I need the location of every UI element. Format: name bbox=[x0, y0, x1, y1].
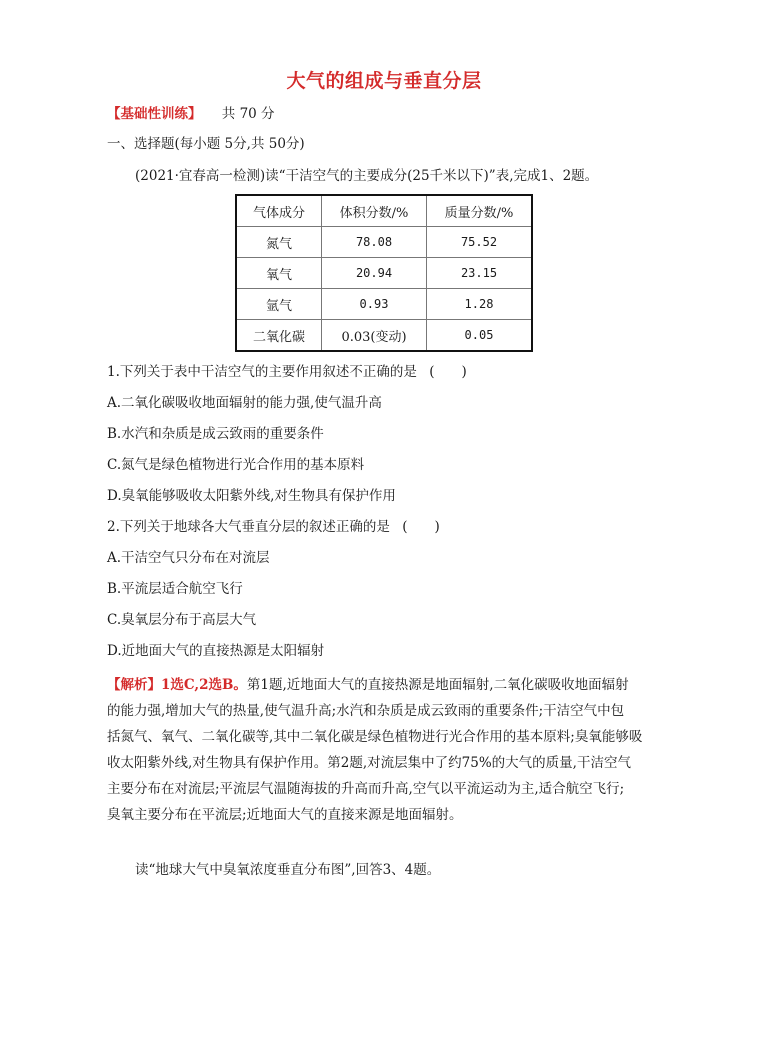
gas-composition-table bbox=[235, 194, 533, 352]
table-cell: 78.08 bbox=[322, 227, 427, 258]
question-stem-text: 1.下列关于表中干洁空气的主要作用叙述不正确的是 bbox=[107, 364, 417, 380]
option-d: D.近地面大气的直接热源是太阳辐射 bbox=[107, 643, 325, 659]
section-tag: 【基础性训练】 bbox=[107, 106, 202, 122]
table-cell: 0.93 bbox=[322, 289, 427, 320]
table-cell: 氮气 bbox=[236, 227, 322, 258]
table-row bbox=[236, 289, 532, 320]
table-header-cell: 体积分数/% bbox=[322, 195, 427, 227]
table-cell: 75.52 bbox=[427, 227, 533, 258]
question-stem-text: 2.下列关于地球各大气垂直分层的叙述正确的是 bbox=[107, 519, 390, 535]
table-cell: 0.05 bbox=[427, 320, 533, 352]
table-cell: 二氧化碳 bbox=[236, 320, 322, 352]
analysis-line: 收太阳紫外线,对生物具有保护作用。第2题,对流层集中了约75%的大气的质量,干洁空气 bbox=[107, 755, 631, 771]
option-b: B.平流层适合航空飞行 bbox=[107, 581, 243, 597]
table-cell: 氧气 bbox=[236, 258, 322, 289]
question-2-stem bbox=[107, 517, 440, 537]
analysis-tag: 【解析】 bbox=[107, 677, 161, 693]
option-c: C.氮气是绿色植物进行光合作用的基本原料 bbox=[107, 457, 365, 473]
table-cell: 23.15 bbox=[427, 258, 533, 289]
option-a: A.干洁空气只分布在对流层 bbox=[107, 550, 270, 566]
table-cell: 0.03(变动) bbox=[322, 320, 427, 352]
part-one-heading: 一、选择题(每小题 5分,共 50分) bbox=[107, 136, 305, 152]
answer-bracket: ( ) bbox=[402, 519, 440, 535]
analysis-text: 第1题,近地面大气的直接热源是地面辐射,二氧化碳吸收地面辐射 bbox=[246, 677, 629, 693]
analysis-line: 括氮气、氧气、二氧化碳等,其中二氧化碳是绿色植物进行光合作用的基本原料;臭氧能够吸 bbox=[107, 729, 643, 745]
table-row bbox=[236, 258, 532, 289]
question-intro: (2021·宜春高一检测)读“干洁空气的主要成分(25千米以下)”表,完成1、2题。 bbox=[135, 168, 599, 184]
answer-bracket: ( ) bbox=[429, 364, 467, 380]
table-header-row bbox=[236, 195, 532, 227]
next-question-intro: 读“地球大气中臭氧浓度垂直分布图”,回答3、4题。 bbox=[135, 862, 441, 878]
table-cell: 氩气 bbox=[236, 289, 322, 320]
question-1-stem bbox=[107, 362, 467, 382]
page-title: 大气的组成与垂直分层 bbox=[286, 70, 482, 92]
analysis-answer: 1选C,2选B。 bbox=[161, 677, 247, 693]
table-header-cell: 气体成分 bbox=[236, 195, 322, 227]
option-c: C.臭氧层分布于高层大气 bbox=[107, 612, 257, 628]
analysis-line: 的能力强,增加大气的热量,使气温升高;水汽和杂质是成云致雨的重要条件;干洁空气中包 bbox=[107, 703, 625, 719]
analysis-line: 主要分布在对流层;平流层气温随海拔的升高而升高,空气以平流运动为主,适合航空飞行; bbox=[107, 781, 625, 797]
table-row bbox=[236, 320, 532, 352]
section-score: 共 70 分 bbox=[221, 106, 275, 122]
section-header bbox=[107, 104, 275, 124]
table-cell: 1.28 bbox=[427, 289, 533, 320]
analysis-line: 臭氧主要分布在平流层;近地面大气的直接来源是地面辐射。 bbox=[107, 807, 463, 823]
table-header-cell: 质量分数/% bbox=[427, 195, 533, 227]
analysis-line bbox=[107, 672, 667, 698]
option-a: A.二氧化碳吸收地面辐射的能力强,使气温升高 bbox=[107, 395, 382, 411]
table-row bbox=[236, 227, 532, 258]
option-d: D.臭氧能够吸收太阳紫外线,对生物具有保护作用 bbox=[107, 488, 396, 504]
option-b: B.水汽和杂质是成云致雨的重要条件 bbox=[107, 426, 324, 442]
table-cell: 20.94 bbox=[322, 258, 427, 289]
analysis-block bbox=[107, 672, 667, 828]
